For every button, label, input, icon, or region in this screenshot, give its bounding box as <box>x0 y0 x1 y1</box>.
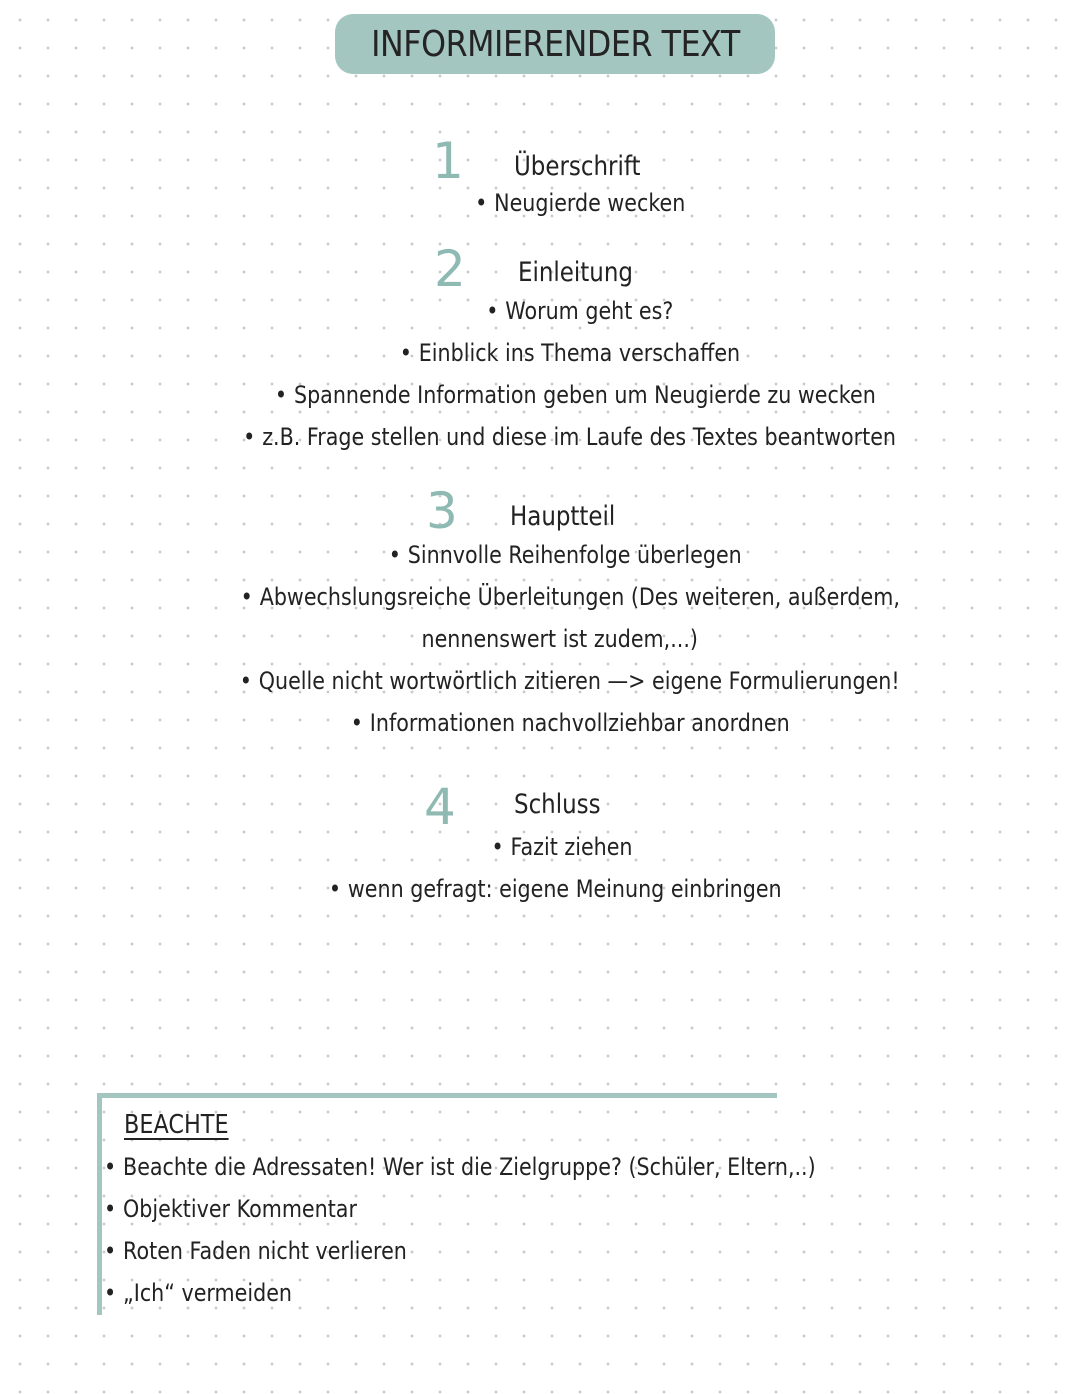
section-ueberschrift <box>0 132 1080 224</box>
list-item <box>0 868 1080 910</box>
beachte-box <box>97 1093 816 1315</box>
point-text: Objektiver Kommentar <box>123 1195 357 1223</box>
section-header <box>0 778 1080 836</box>
list-item <box>0 702 1080 744</box>
section-heading: Einleitung <box>518 257 633 288</box>
list-item <box>0 182 1080 224</box>
bullet-icon: • <box>243 423 256 451</box>
bullet-icon: • <box>104 1153 117 1181</box>
list-item <box>0 618 1080 660</box>
list-item <box>104 1188 816 1230</box>
point-text: Fazit ziehen <box>510 833 633 861</box>
section-header <box>0 132 1080 190</box>
list-item <box>0 290 1080 332</box>
bullet-icon: • <box>491 833 504 861</box>
bullet-icon: • <box>104 1237 117 1265</box>
point-text: Neugierde wecken <box>493 189 686 217</box>
list-item <box>104 1272 816 1314</box>
section-number: 4 <box>424 778 456 836</box>
bullet-icon: • <box>274 381 287 409</box>
bullet-icon: • <box>474 189 488 217</box>
section-heading: Überschrift <box>514 151 641 182</box>
section-heading: Schluss <box>514 789 601 820</box>
bullet-icon: • <box>399 339 412 367</box>
page-title: INFORMIERENDER TEXT <box>370 23 740 65</box>
bullet-icon: • <box>240 583 253 611</box>
section-points <box>0 290 1080 458</box>
list-item <box>0 416 1080 458</box>
section-points <box>0 826 1080 910</box>
point-text: Informationen nachvollziehbar anordnen <box>369 709 790 737</box>
bullet-icon: • <box>104 1279 117 1307</box>
bullet-icon: • <box>388 541 401 569</box>
section-header <box>0 240 1080 298</box>
section-points <box>0 182 1080 224</box>
point-text: Einblick ins Thema verschaffen <box>418 339 741 367</box>
list-item <box>0 826 1080 868</box>
bullet-icon: • <box>486 297 499 325</box>
bullet-icon: • <box>328 875 341 903</box>
section-heading: Hauptteil <box>510 501 616 532</box>
point-text: Spannende Information geben um Neugierde zu wecken <box>293 381 876 409</box>
point-text: Abwechslungsreiche Überleitungen (Des weiteren, außerdem, <box>259 583 900 611</box>
point-text: „Ich“ vermeiden <box>123 1279 292 1307</box>
section-schluss <box>0 778 1080 910</box>
beachte-heading: BEACHTE <box>124 1110 229 1140</box>
point-text: nennenswert ist zudem,...) <box>421 625 699 653</box>
point-text: wenn gefragt: eigene Meinung einbringen <box>347 875 782 903</box>
section-number: 1 <box>432 132 464 190</box>
list-item <box>0 660 1080 702</box>
list-item <box>104 1230 816 1272</box>
beachte-list <box>104 1146 932 1314</box>
section-number: 3 <box>426 482 458 540</box>
list-item <box>0 374 1080 416</box>
section-header <box>0 482 1080 540</box>
list-item <box>104 1146 816 1188</box>
point-text: Beachte die Adressaten! Wer ist die Zielgruppe? (Schüler, Eltern,..) <box>123 1153 816 1181</box>
section-points <box>0 534 1080 744</box>
section-number: 2 <box>434 240 466 298</box>
list-item <box>0 576 1080 618</box>
title-banner <box>335 14 775 74</box>
bullet-icon: • <box>240 667 253 695</box>
section-hauptteil <box>0 482 1080 744</box>
point-text: Worum geht es? <box>505 297 674 325</box>
bullet-icon: • <box>104 1195 117 1223</box>
list-item <box>0 534 1080 576</box>
point-text: Sinnvolle Reihenfolge überlegen <box>407 541 742 569</box>
bullet-icon: • <box>350 709 363 737</box>
section-einleitung <box>0 240 1080 458</box>
point-text: z.B. Frage stellen und diese im Laufe des Textes beantworten <box>262 423 897 451</box>
list-item <box>0 332 1080 374</box>
point-text: Quelle nicht wortwörtlich zitieren —> eigene Formulierungen! <box>259 667 900 695</box>
point-text: Roten Faden nicht verlieren <box>123 1237 407 1265</box>
